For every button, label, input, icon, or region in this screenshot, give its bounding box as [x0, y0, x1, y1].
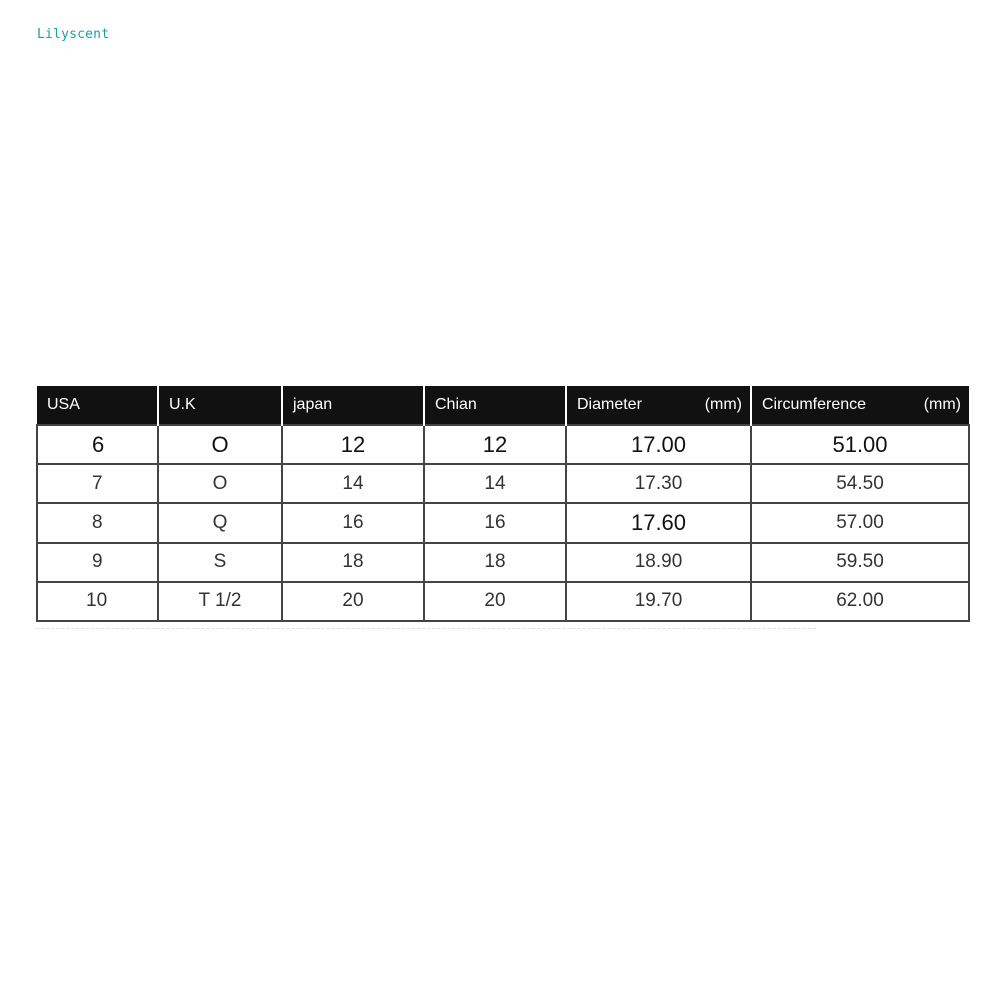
cell-usa: 9 [37, 543, 158, 582]
cell-china: 18 [424, 543, 566, 582]
cell-circumference: 57.00 [751, 503, 969, 542]
cell-uk: S [158, 543, 282, 582]
table-row [37, 425, 969, 464]
cell-china: 16 [424, 503, 566, 542]
header-diameter: Diameter (mm) [566, 386, 751, 425]
cell-japan: 14 [282, 464, 424, 503]
cell-diameter: 19.70 [566, 582, 751, 621]
cell-japan: 16 [282, 503, 424, 542]
cell-diameter: 17.30 [566, 464, 751, 503]
table-header-row [37, 386, 969, 425]
table-row [37, 503, 969, 542]
cell-diameter: 17.00 [566, 425, 751, 464]
header-usa: USA [37, 386, 158, 425]
cell-uk: T 1/2 [158, 582, 282, 621]
cell-china: 14 [424, 464, 566, 503]
header-china: Chian [424, 386, 566, 425]
header-diameter-unit: (mm) [704, 396, 742, 413]
cell-usa: 6 [37, 425, 158, 464]
cell-circumference: 51.00 [751, 425, 969, 464]
ring-size-table [36, 386, 970, 622]
cell-usa: 10 [37, 582, 158, 621]
cell-japan: 12 [282, 425, 424, 464]
header-japan: japan [282, 386, 424, 425]
cell-circumference: 59.50 [751, 543, 969, 582]
brand-logo-text: Lilyscent [37, 27, 110, 42]
cell-japan: 18 [282, 543, 424, 582]
cell-diameter: 17.60 [566, 503, 751, 542]
header-uk: U.K [158, 386, 282, 425]
table-row [37, 582, 969, 621]
header-circumference: Circumference (mm) [751, 386, 969, 425]
cell-china: 12 [424, 425, 566, 464]
cell-uk: O [158, 425, 282, 464]
cell-circumference: 54.50 [751, 464, 969, 503]
cell-diameter: 18.90 [566, 543, 751, 582]
table-underline-divider [36, 628, 816, 629]
cell-uk: Q [158, 503, 282, 542]
table-row [37, 543, 969, 582]
cell-usa: 7 [37, 464, 158, 503]
cell-china: 20 [424, 582, 566, 621]
table-row [37, 464, 969, 503]
cell-circumference: 62.00 [751, 582, 969, 621]
cell-uk: O [158, 464, 282, 503]
header-circumference-unit: (mm) [923, 396, 961, 413]
cell-japan: 20 [282, 582, 424, 621]
cell-usa: 8 [37, 503, 158, 542]
